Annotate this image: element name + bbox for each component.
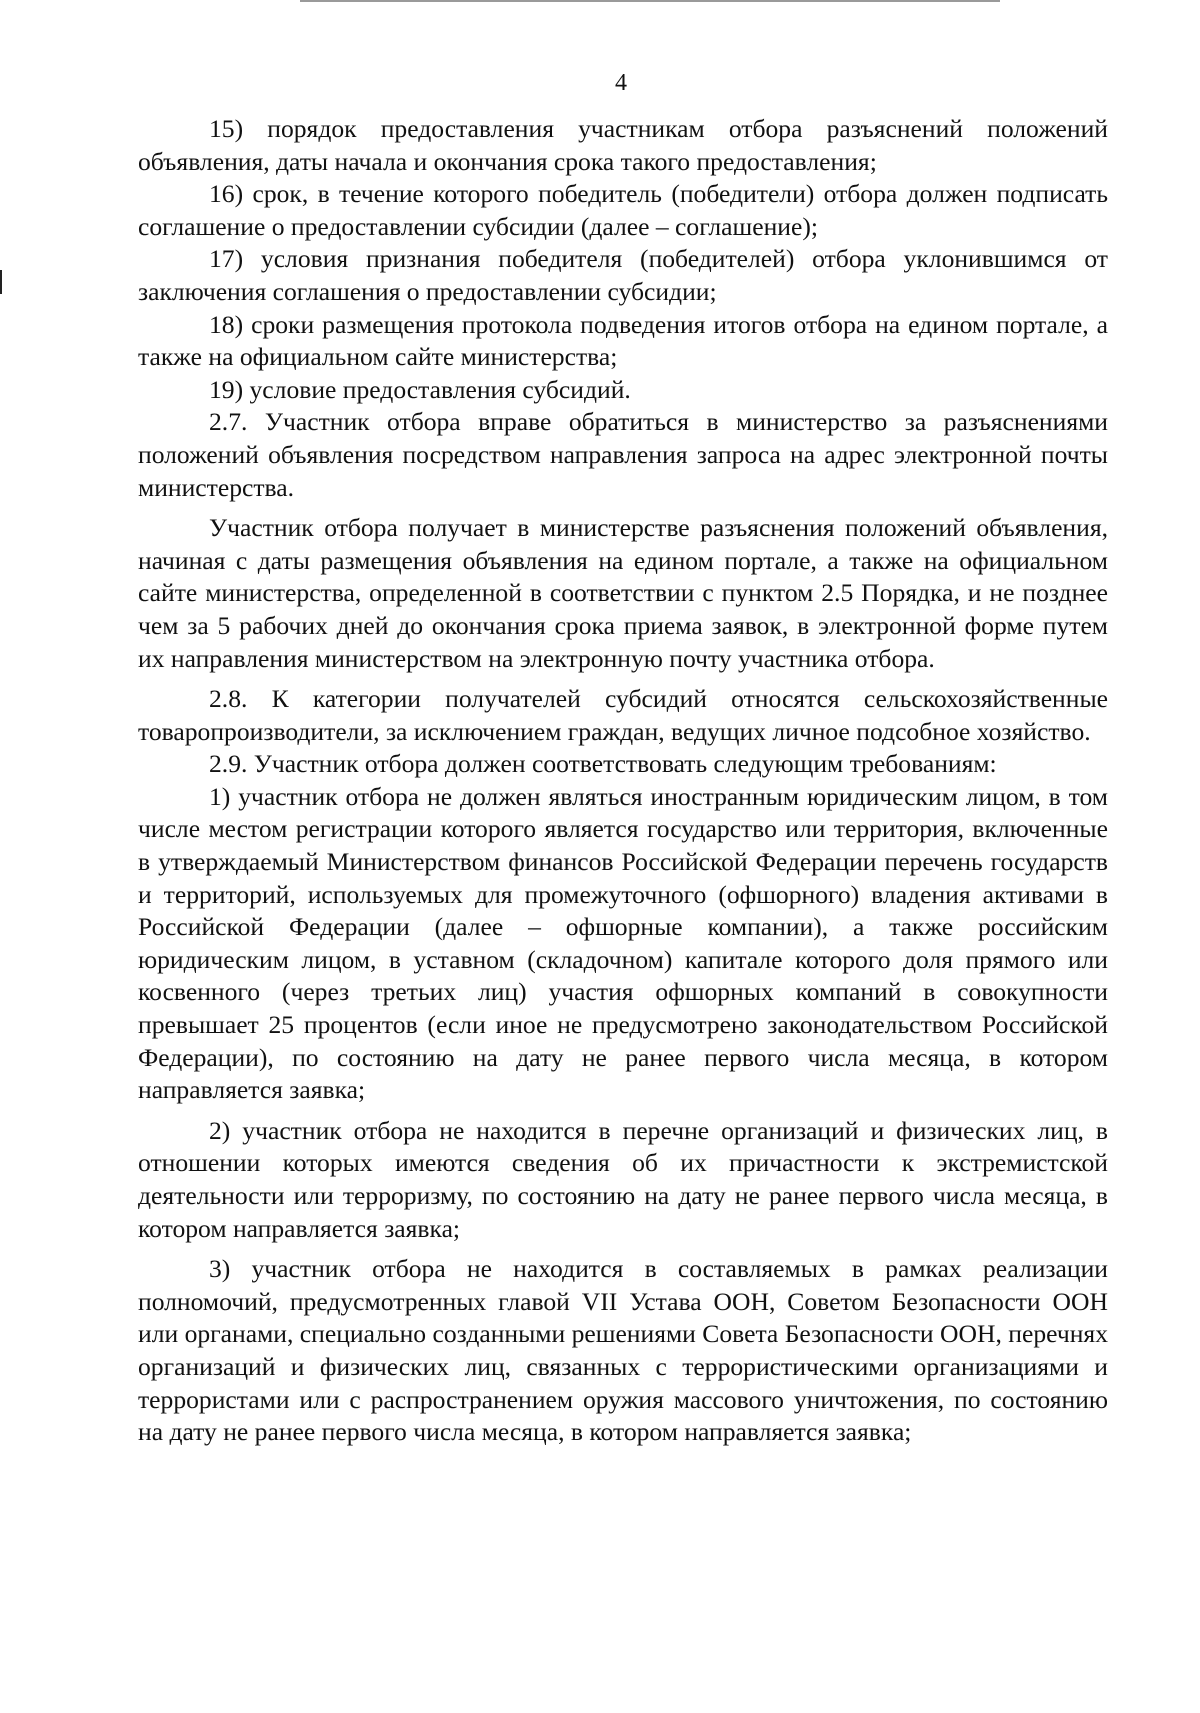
paragraph-item-18: 18) сроки размещения протокола подведения итогов отбора на едином портале, а также на официальном сайте министерства; xyxy=(138,309,1108,372)
paragraph-section-2-8: 2.8. К категории получателей субсидий относятся сельскохозяйственные товаропроизводители, за исключением граждан, ведущих личное подсобное хозяйство. xyxy=(138,684,1108,746)
page-number: 4 xyxy=(615,70,627,96)
paragraph-section-2-7: 2.7. Участник отбора вправе обратиться в министерство за разъяснениями положений объявления посредством направления запроса на адрес электронной почты министерства. xyxy=(138,407,1108,502)
paragraph-item-16: 16) срок, в течение которого победитель (победители) отбора должен подписать соглашение о предоставлении субсидии (далее – соглашение); xyxy=(138,179,1108,241)
paragraph-section-2-9: 2.9. Участник отбора должен соответствовать следующим требованиям: xyxy=(209,749,997,779)
paragraph-clarifications: Участник отбора получает в министерстве разъяснения положений объявления, начиная с даты размещения объявления на едином портале, а также на официальном сайте министерства, определенной в соответствии с пунктом 2.5 Порядка, и не позднее чем за 5 рабочих дней до окончания срока приема заявок, в электронной форме путем их направления министерством на электронную почту участника отбора. xyxy=(138,513,1108,673)
scan-edge-mark xyxy=(0,270,2,294)
paragraph-item-19: 19) условие предоставления субсидий. xyxy=(209,374,631,404)
paragraph-requirement-3: 3) участник отбора не находится в составляемых в рамках реализации полномочий, предусмотренных главой VII Устава ООН, Советом Безопасности ООН или органами, специально созданными решениями Совета Безопасности ООН, перечнях организаций и физических лиц, связанных с террористическими организациями и террористами или с распространением оружия массового уничтожения, по состоянию на дату не ранее первого числа месяца, в котором направляется заявка; xyxy=(138,1254,1108,1447)
paragraph-requirement-2: 2) участник отбора не находится в перечне организаций и физических лиц, в отношении которых имеются сведения об их причастности к экстремистской деятельности или терроризму, по состоянию на дату не ранее первого числа месяца, в котором направляется заявка; xyxy=(138,1115,1108,1243)
paragraph-requirement-1: 1) участник отбора не должен являться иностранным юридическим лицом, в том числе местом регистрации которого является государство или территория, включенные в утверждаемый Министерством финансов Российской Федерации перечень государств и территорий, используемых для промежуточного (офшорного) владения активами в Российской Федерации (далее – офшорные компании), а также российским юридическим лицом, в уставном (складочном) капитале которого доля прямого или косвенного (через третьих лиц) участия офшорных компаний в совокупности превышает 25 процентов (если иное не предусмотрено законодательством Российской Федерации), по состоянию на дату не ранее первого числа месяца, в котором направляется заявка; xyxy=(138,781,1108,1105)
paragraph-item-15: 15) порядок предоставления участникам отбора разъяснений положений объявления, даты начала и окончания срока такого предоставления; xyxy=(138,114,1108,176)
paragraph-item-17: 17) условия признания победителя (победителей) отбора уклонившимся от заключения соглашения о предоставлении субсидии; xyxy=(138,244,1108,306)
scan-edge-line xyxy=(300,0,1000,2)
document-body xyxy=(138,113,1108,1449)
